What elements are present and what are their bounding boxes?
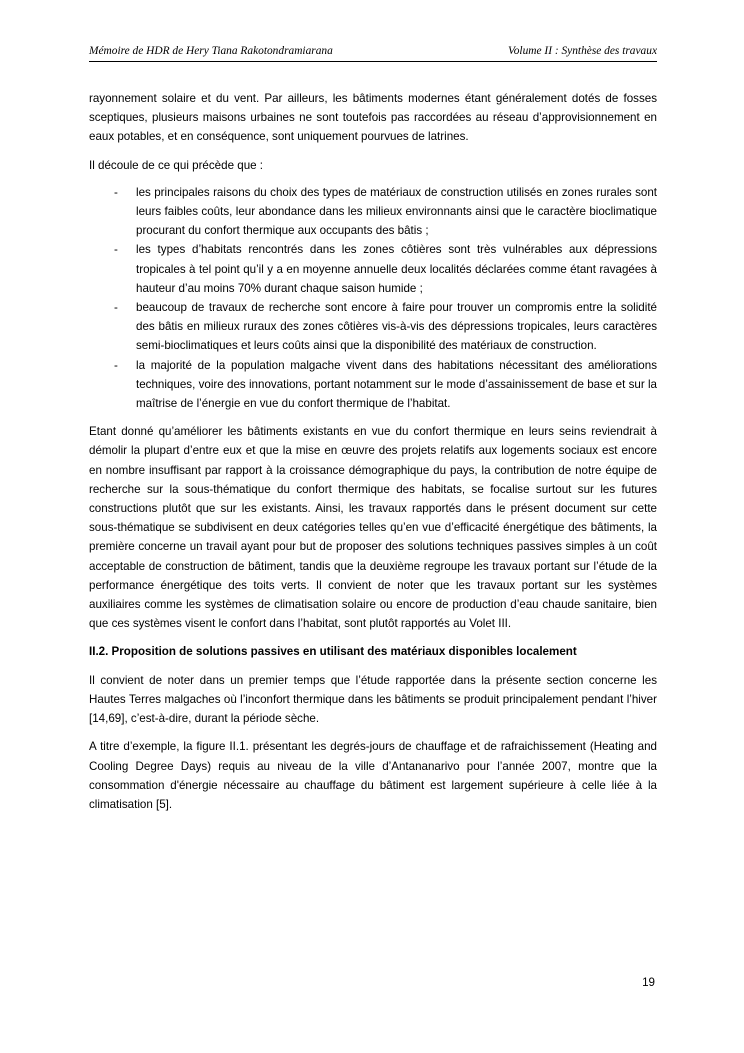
page-header [89, 44, 657, 62]
list-dash: - [114, 243, 118, 257]
list-item-text: la majorité de la population malgache vivent dans des habitations nécessitant des améliorations techniques, voire des innovations, portant notamment sur le mode d’assainissement de base et sur la maîtrise de l’énergie en vue du confort thermique de l’habitat. [136, 358, 657, 411]
paragraph-conclusion-intro: Il découle de ce qui précède que : [89, 158, 264, 172]
section-heading: II.2. Proposition de solutions passives en utilisant des matériaux disponibles localement [89, 645, 577, 659]
list-item-text: beaucoup de travaux de recherche sont encore à faire pour trouver un compromis entre la solidité des bâtis en milieux ruraux des zones côtières vis-à-vis des dépressions tropicales, leurs caractères semi-bioclimatiques et leurs coûts ainsi que la disponibilité des matériaux de construction. [136, 301, 657, 353]
header-author-title: Mémoire de HDR de Hery Tiana Rakotondramiarana [89, 45, 333, 57]
list-item [89, 183, 657, 241]
page-number: 19 [642, 976, 655, 989]
paragraph-research-contribution: Etant donné qu’améliorer les bâtiments existants en vue du confort thermique en leurs seins reviendrait à démolir la plupart d’entre eux et que la mise en œuvre des projets relatifs aux logements sociaux est encore en nombre insuffisant par rapport à la croissance démographique du pays, la contribution de notre équipe de recherche sur la sous-thématique du confort thermique des habitats, se focalise surtout sur les futures constructions plutôt que sur les existants. Ainsi, les travaux rapportés dans le présent document sur cette sous-thématique se subdivisent en deux catégories telles qu’en vue d’efficacité énergétique des bâtiments, la première concerne un travail ayant pour but de proposer des solutions techniques passives simples à un coût acceptable de construction de bâtiment, tandis que la deuxième regroupe les travaux portant sur l’étude de la performance énergétique des toits verts. Il convient de noter que les travaux portant sur les systèmes auxiliaires comme les systèmes de climatisation solaire ou encore de production d’eau chaude sanitaire, bien que ces systèmes visent le confort dans l’habitat, sont plutôt rapportés au Volet III. [89, 425, 657, 631]
list-dash: - [114, 358, 118, 372]
page-body [89, 89, 657, 823]
paragraph-highlands-study: Il convient de noter dans un premier temps que l’étude rapportée dans la présente section concerne les Hautes Terres malgaches où l’inconfort thermique dans les bâtiments se produit principalement pendant l’hiver [14,69], c’est-à-dire, durant la période sèche. [89, 673, 657, 726]
list-item [89, 240, 657, 298]
conclusion-list [89, 183, 657, 413]
list-item-text: les types d’habitats rencontrés dans les zones côtières sont très vulnérables aux dépressions tropicales à tel point qu’il y a en moyenne annuelle deux localités déclarées comme étant ravagées à hauteur d’au moins 70% durant chaque saison humide ; [136, 243, 657, 295]
header-volume-title: Volume II : Synthèse des travaux [508, 45, 657, 57]
list-dash: - [114, 185, 118, 199]
paragraph-degree-days-example: A titre d’exemple, la figure II.1. présentant les degrés-jours de chauffage et de rafraichissement (Heating and Cooling Degree Days) requis au niveau de la ville d’Antananarivo pour l’année 2007, montre que la consommation d'énergie nécessaire au chauffage du bâtiment est largement supérieure à celle liée à la climatisation [5]. [89, 740, 657, 811]
paragraph-solar-wind: rayonnement solaire et du vent. Par ailleurs, les bâtiments modernes étant généralement dotés de fosses sceptiques, plusieurs maisons urbaines ne sont toutefois pas raccordées au réseau d’approvisionnement en eaux potables, et en conséquence, sont uniquement pourvues de latrines. [89, 92, 657, 144]
list-dash: - [114, 301, 118, 315]
list-item [89, 356, 657, 414]
list-item [89, 298, 657, 356]
list-item-text: les principales raisons du choix des types de matériaux de construction utilisés en zones rurales sont leurs faibles coûts, leur abondance dans les milieux environnants ainsi que le caractère bioclimatique procurant du confort thermique aux occupants des bâtis ; [136, 185, 657, 238]
